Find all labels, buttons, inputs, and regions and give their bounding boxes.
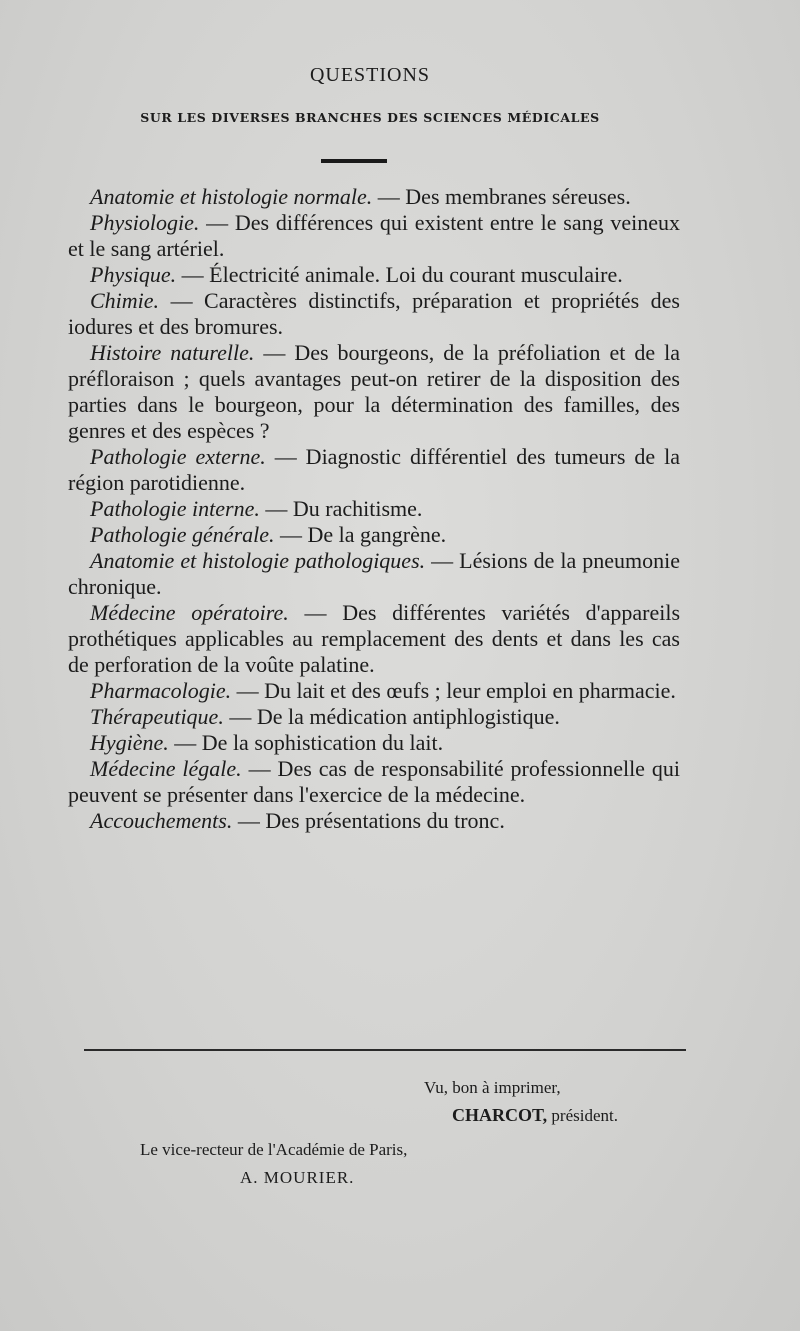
president-title: président. bbox=[551, 1106, 618, 1125]
question-subject: Physiologie. bbox=[90, 210, 200, 235]
question-subject: Médecine légale. bbox=[90, 756, 242, 781]
question-subject: Pathologie externe. bbox=[90, 444, 266, 469]
question-subject: Pathologie interne. bbox=[90, 496, 260, 521]
question-subject: Histoire naturelle. bbox=[90, 340, 255, 365]
president-name: CHARCOT, bbox=[452, 1105, 548, 1125]
question-text: — Des différentes variétés d'appareils prothétiques applicables au remplacement des dents et dans les cas de perforation de la voûte palatine. bbox=[68, 600, 681, 677]
question-entry bbox=[68, 496, 680, 522]
question-entry bbox=[68, 756, 680, 808]
approval-line: Vu, bon à imprimer, bbox=[424, 1078, 561, 1097]
question-entry bbox=[68, 678, 680, 704]
question-text: — De la sophistication du lait. bbox=[174, 730, 444, 755]
page-title: QUESTIONS bbox=[309, 64, 431, 86]
question-subject: Hygiène. bbox=[90, 730, 169, 755]
question-subject: Anatomie et histologie pathologiques. bbox=[90, 548, 426, 573]
questions-list bbox=[68, 184, 680, 834]
rector-name: A. MOURIER. bbox=[240, 1168, 355, 1187]
question-entry bbox=[68, 548, 680, 600]
question-entry bbox=[68, 600, 680, 678]
question-subject: Pharmacologie. bbox=[90, 678, 232, 703]
question-text: — Des membranes séreuses. bbox=[377, 184, 631, 209]
question-entry bbox=[68, 808, 680, 834]
question-text: — Lésions de la pneumonie chronique. bbox=[68, 548, 680, 599]
question-text: — Du rachitisme. bbox=[265, 496, 423, 521]
question-entry bbox=[68, 288, 680, 340]
question-subject: Chimie. bbox=[90, 288, 160, 313]
question-text: — Des présentations du tronc. bbox=[237, 808, 505, 833]
question-subject: Thérapeutique. bbox=[90, 704, 224, 729]
question-entry bbox=[68, 444, 680, 496]
question-text: — Des bourgeons, de la préfoliation et de la préfloraison ; quels avantages peut-on retirer de la disposition des parties dans le bourgeon, pour la détermination des familles, des genres et des espèces ? bbox=[68, 340, 680, 443]
section-divider bbox=[84, 1049, 686, 1051]
rector-line: Le vice-recteur de l'Académie de Paris, bbox=[140, 1140, 408, 1159]
question-entry bbox=[68, 704, 680, 730]
question-entry bbox=[68, 340, 680, 444]
question-subject: Pathologie générale. bbox=[90, 522, 275, 547]
question-subject: Médecine opératoire. bbox=[90, 600, 289, 625]
question-text: — Des cas de responsabilité professionnelle qui peuvent se présenter dans l'exercice de la médecine. bbox=[68, 756, 680, 807]
page-subtitle: SUR LES DIVERSES BRANCHES DES SCIENCES MÉDICALES bbox=[140, 110, 600, 125]
question-text: — Du lait et des œufs ; leur emploi en pharmacie. bbox=[236, 678, 676, 703]
question-subject: Physique. bbox=[90, 262, 177, 287]
question-text: — Diagnostic différentiel des tumeurs de la région parotidienne. bbox=[68, 444, 681, 495]
question-entry bbox=[68, 262, 680, 288]
question-text: — Électricité animale. Loi du courant musculaire. bbox=[181, 262, 623, 287]
question-entry bbox=[68, 522, 680, 548]
question-text: — Des différences qui existent entre le sang veineux et le sang artériel. bbox=[68, 210, 680, 261]
question-subject: Accouchements. bbox=[90, 808, 233, 833]
question-subject: Anatomie et histologie normale. bbox=[90, 184, 373, 209]
question-text: — De la médication antiphlogistique. bbox=[229, 704, 560, 729]
question-text: — Caractères distinctifs, préparation et propriétés des iodures et des bromures. bbox=[68, 288, 680, 339]
president-signature bbox=[452, 1105, 618, 1126]
question-text: — De la gangrène. bbox=[280, 522, 447, 547]
question-entry bbox=[68, 730, 680, 756]
question-entry bbox=[68, 184, 680, 210]
question-entry bbox=[68, 210, 680, 262]
title-divider bbox=[321, 159, 387, 163]
